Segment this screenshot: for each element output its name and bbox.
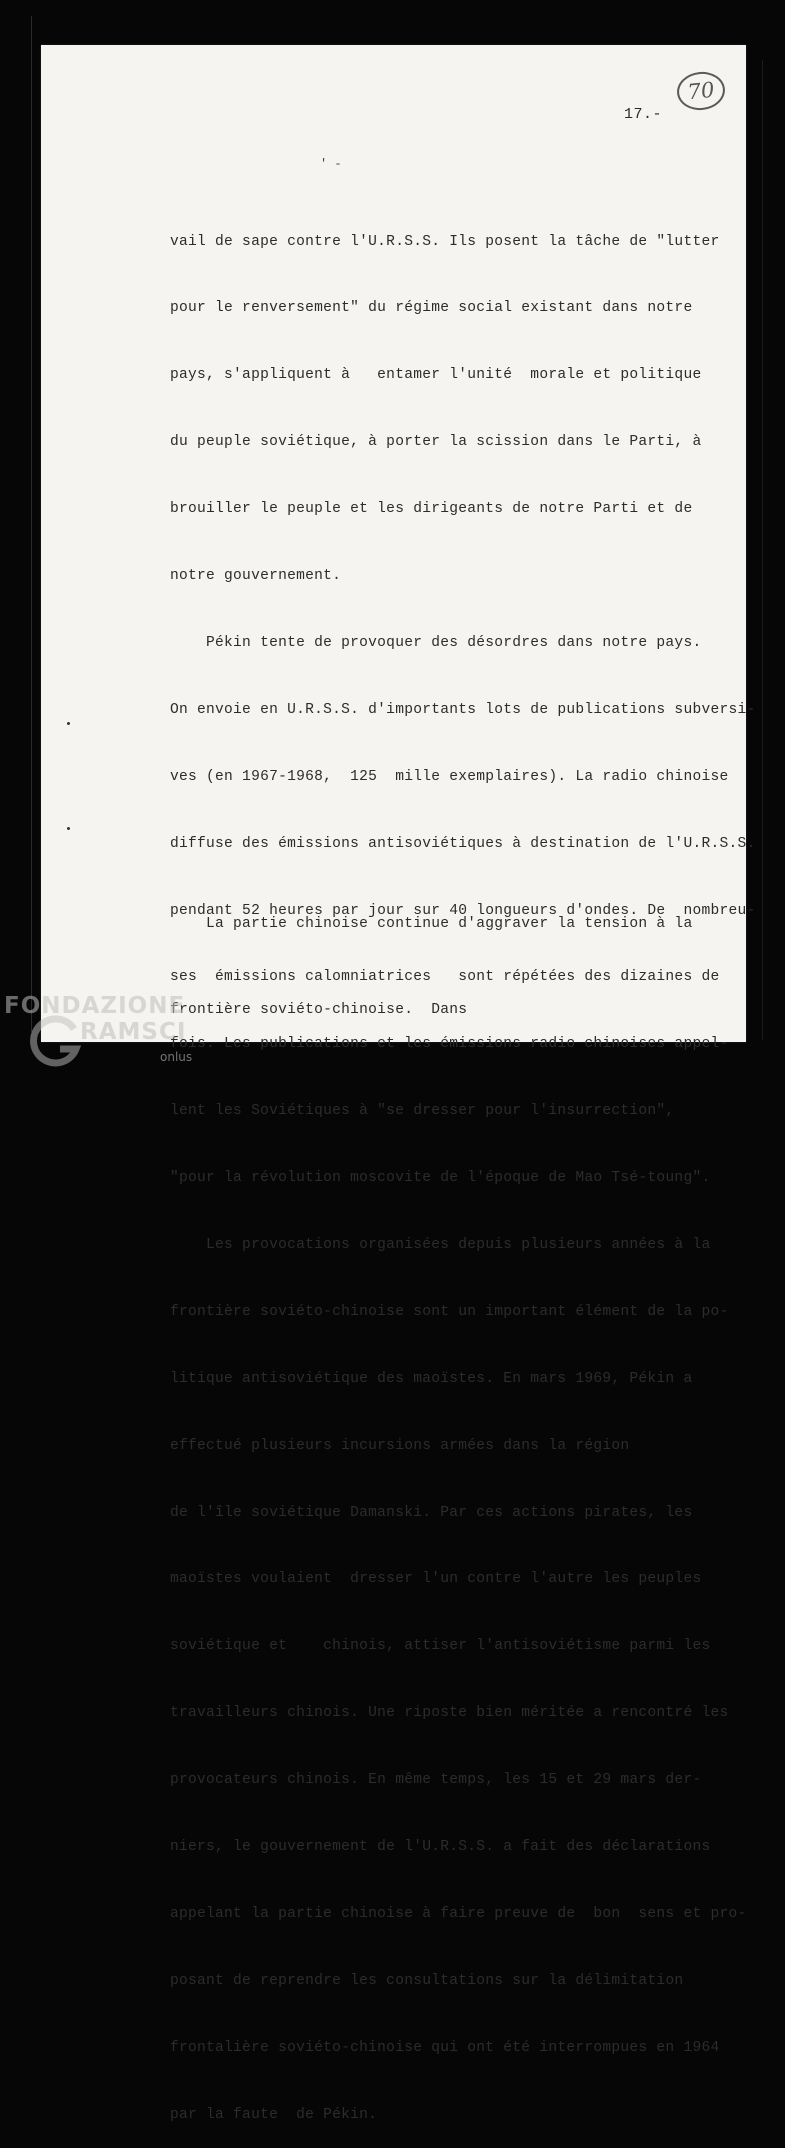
text-line: vail de sape contre l'U.R.S.S. Ils posent la tâche de "lutter xyxy=(170,233,720,250)
text-line: ses émissions calomniatrices sont répétées des dizaines de xyxy=(170,969,720,986)
text-line: de l'île soviétique Damanski. Par ces actions pirates, les xyxy=(170,1504,693,1521)
text-line: soviétique et chinois, attiser l'antisoviétisme parmi les xyxy=(170,1638,711,1655)
text-line: effectué plusieurs incursions armées dans la région xyxy=(170,1437,630,1454)
text-line: fois. Les publications et les émissions radio chinoises appel- xyxy=(170,1036,729,1053)
text-line: pendant 52 heures par jour sur 40 longueurs d'ondes. De nombreu- xyxy=(170,902,756,919)
margin-hole-mark xyxy=(67,827,70,830)
text-line: Les provocations organisées depuis plusieurs années à la xyxy=(170,1236,711,1253)
text-line: On envoie en U.R.S.S. d'importants lots de publications subversi- xyxy=(170,701,756,718)
text-line: frontière soviéto-chinoise sont un important élément de la po- xyxy=(170,1303,729,1320)
text-line: ves (en 1967-1968, 125 mille exemplaires). La radio chinoise xyxy=(170,768,729,785)
scan-edge-line xyxy=(31,16,32,1032)
text-line: "pour la révolution moscovite de l'époque de Mao Tsé-toung". xyxy=(170,1170,711,1187)
text-line: niers, le gouvernement de l'U.R.S.S. a fait des déclarations xyxy=(170,1838,711,1855)
text-line: La partie chinoise continue d'aggraver la tension à la xyxy=(170,916,693,932)
text-line: par la faute de Pékin. xyxy=(170,2106,378,2123)
text-line: pour le renversement" du régime social existant dans notre xyxy=(170,300,693,317)
watermark-g-icon xyxy=(30,1015,84,1069)
archive-number-stamp: 70 xyxy=(675,70,727,113)
margin-hole-mark xyxy=(67,722,70,725)
text-line: litique antisoviétique des maoïstes. En mars 1969, Pékin a xyxy=(170,1370,693,1387)
text-line: brouiller le peuple et les dirigeants de notre Parti et de xyxy=(170,501,693,518)
text-line: pays, s'appliquent à entamer l'unité morale et politique xyxy=(170,367,702,384)
watermark-subtitle: onlus xyxy=(160,1050,193,1064)
text-line: du peuple soviétique, à porter la scission dans le Parti, à xyxy=(170,434,702,451)
text-line: maoïstes voulaient dresser l'un contre l'autre les peuples xyxy=(170,1571,702,1588)
text-line: appelant la partie chinoise à faire preuve de bon sens et pro- xyxy=(170,1905,747,1922)
text-line: posant de reprendre les consultations sur la délimitation xyxy=(170,1972,684,1989)
page-number: 17.- xyxy=(624,106,663,123)
text-line: frontière soviéto-chinoise. Dans xyxy=(170,1002,468,1018)
text-line: notre gouvernement. xyxy=(170,568,342,585)
final-paragraph xyxy=(170,854,756,1054)
watermark-logo-line2: RAMSCI xyxy=(80,1019,187,1045)
text-line: lent les Soviétiques à "se dresser pour l'insurrection", xyxy=(170,1103,675,1120)
text-line: provocateurs chinois. En même temps, les 15 et 29 mars der- xyxy=(170,1772,702,1789)
watermark-logo-line1: FONDAZIONE xyxy=(4,993,186,1019)
scan-edge-line-right xyxy=(762,60,763,1040)
text-line: Pékin tente de provoquer des désordres dans notre pays. xyxy=(170,634,702,651)
text-line: travailleurs chinois. Une riposte bien méritée a rencontré les xyxy=(170,1705,729,1722)
text-line: frontalière soviéto-chinoise qui ont été interrompues en 1964 xyxy=(170,2039,720,2056)
stray-marks: ' - xyxy=(320,157,342,171)
document-body xyxy=(170,186,756,2148)
text-line: diffuse des émissions antisoviétiques à destination de l'U.R.S.S. xyxy=(170,835,756,852)
